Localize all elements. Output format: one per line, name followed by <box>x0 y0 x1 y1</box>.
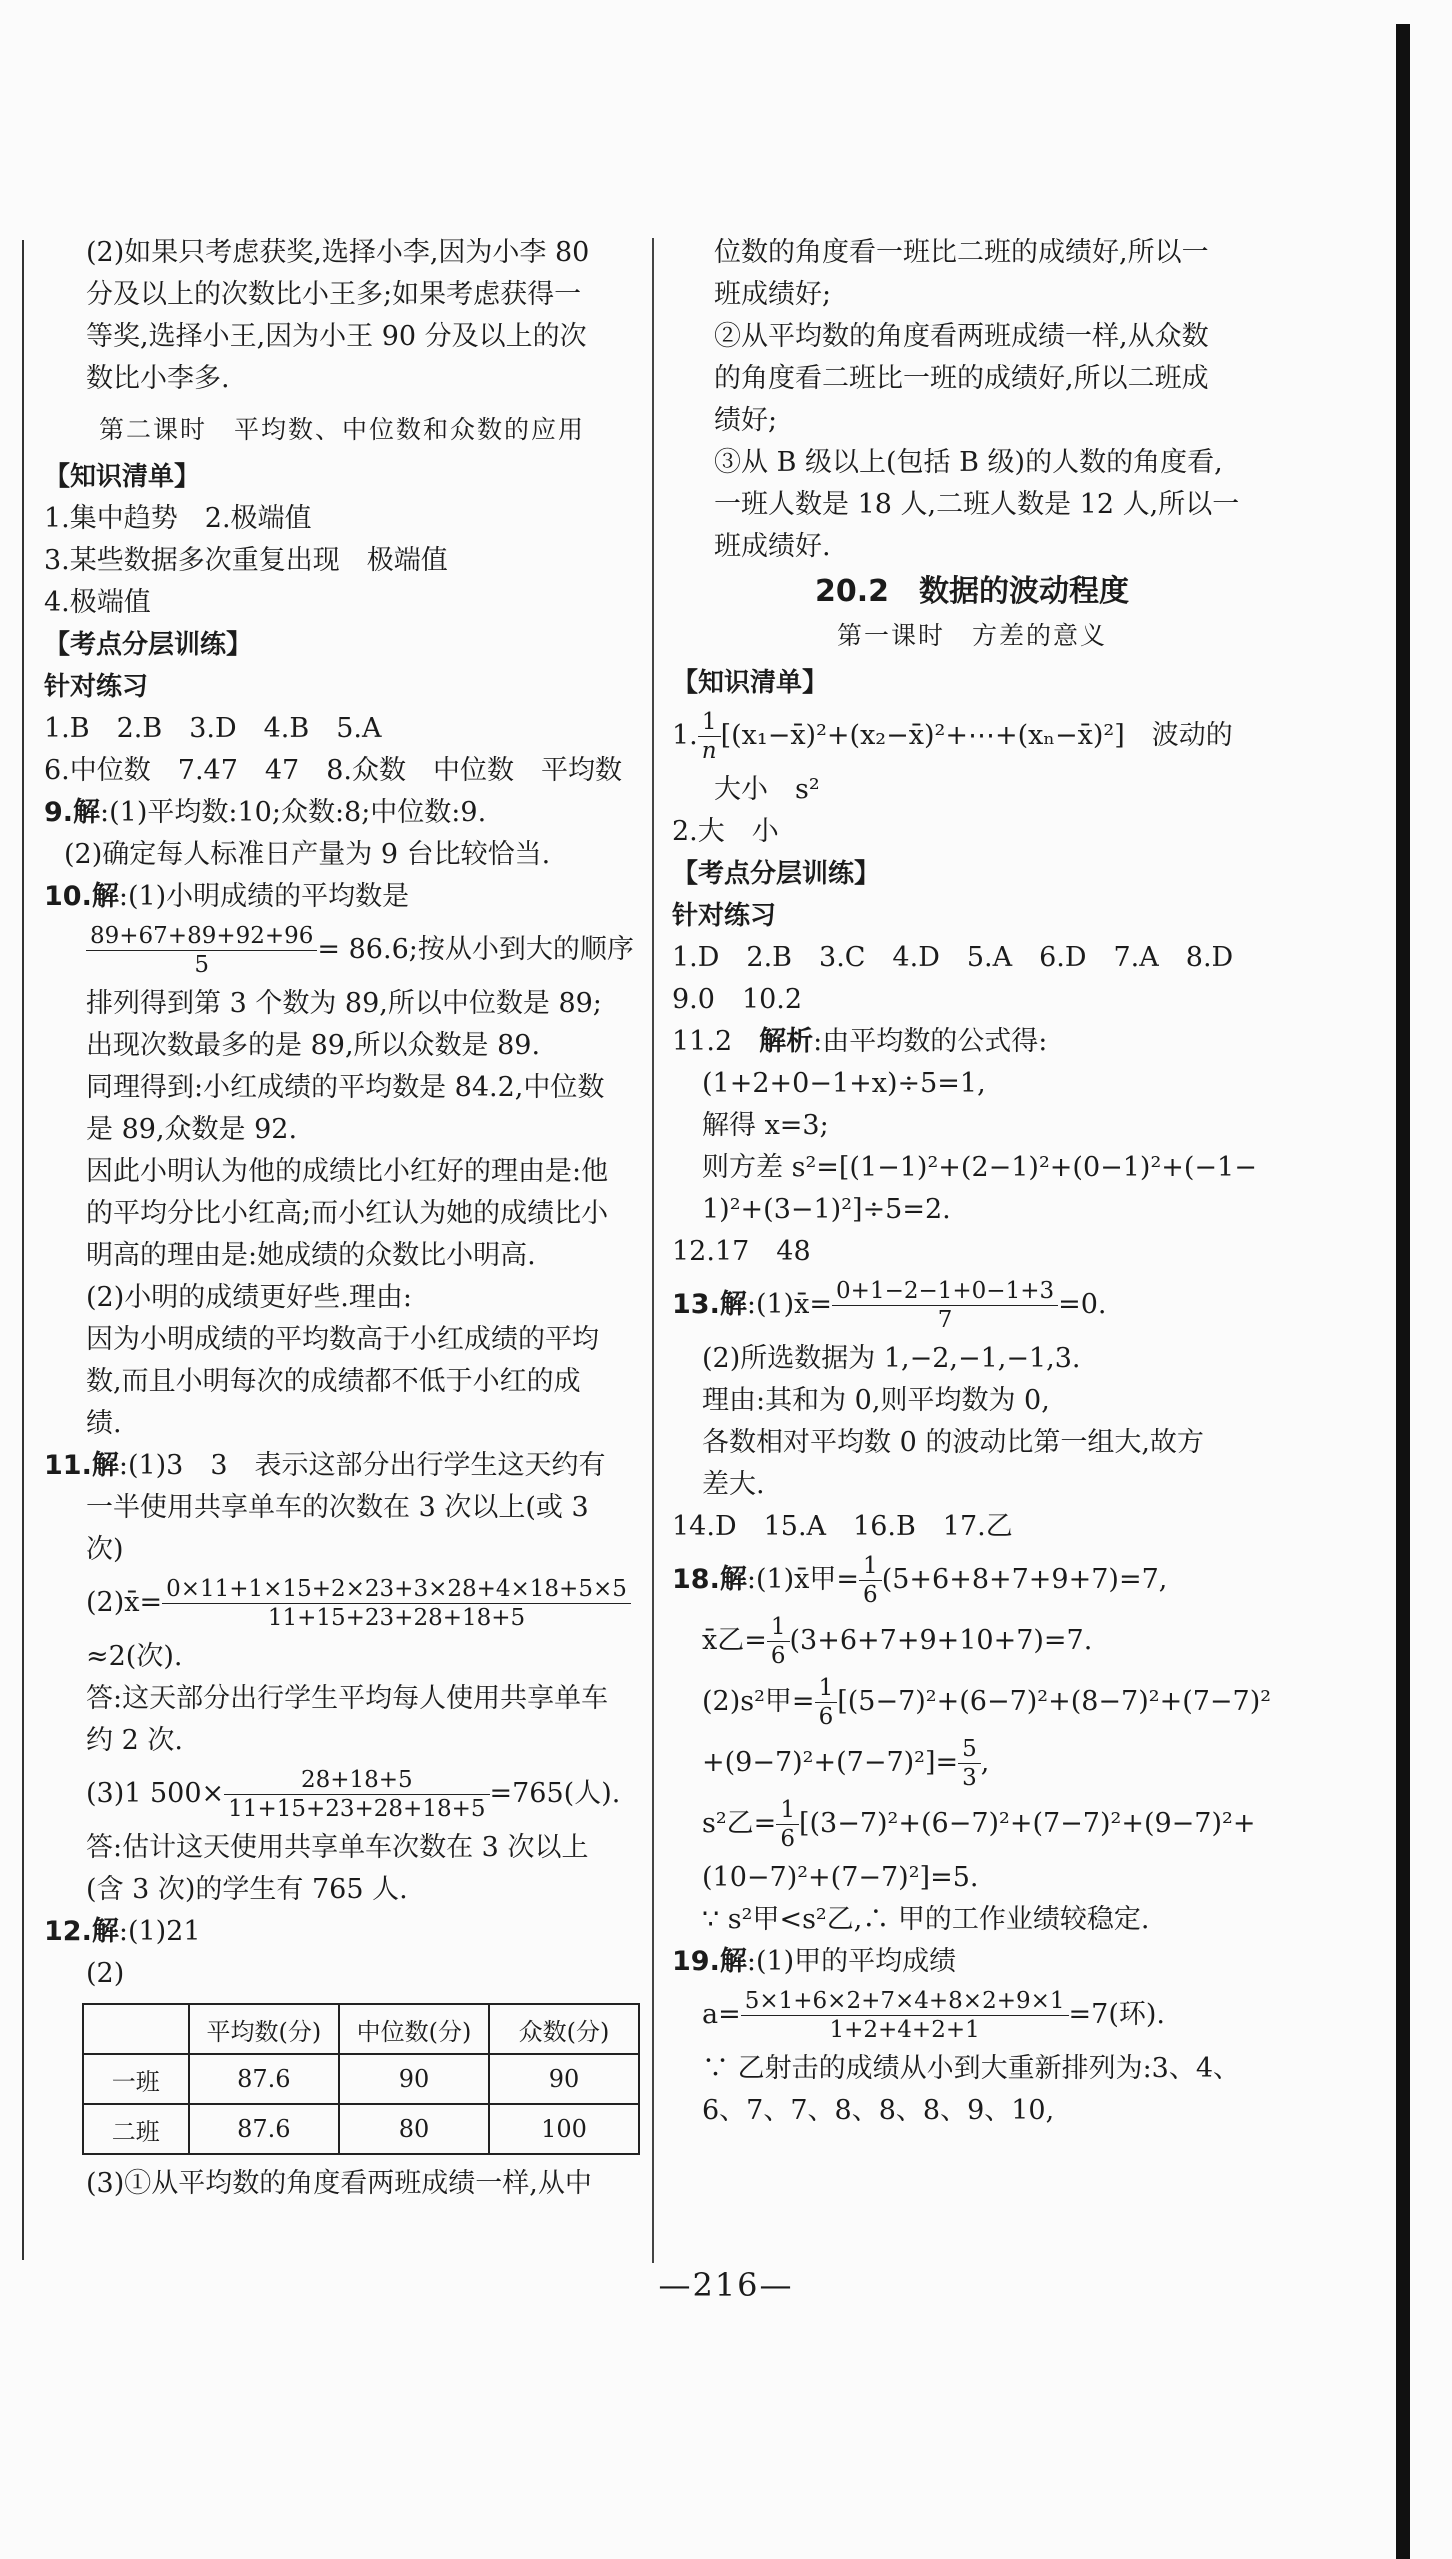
training-heading: 【考点分层训练】 <box>44 630 253 660</box>
denominator: 1+2+4+2+1 <box>829 2017 980 2043</box>
fraction <box>832 1277 1058 1334</box>
text-line: 是 89,众数是 92. <box>86 1114 298 1145</box>
denominator: 7 <box>937 1307 953 1333</box>
question-number: 12.解 <box>44 1916 119 1947</box>
formula-row <box>672 1674 1272 1731</box>
formula-row <box>44 1575 640 1632</box>
formula-row <box>672 1796 1272 1853</box>
question-10 <box>44 876 640 918</box>
text-line: ∵ s²甲<s²乙,∴ 甲的工作业绩较稳定. <box>702 1904 1150 1935</box>
fraction <box>815 1674 838 1731</box>
denominator: 5 <box>194 952 210 978</box>
question-number: 9.解 <box>44 797 101 828</box>
text-line: 一班人数是 18 人,二班人数是 12 人,所以一 <box>714 489 1240 520</box>
text-line: (1+2+0−1+x)÷5=1, <box>702 1068 986 1099</box>
fraction <box>776 1796 799 1853</box>
table-header-cell: 平均数(分) <box>189 2004 340 2054</box>
text-line: 3.某些数据多次重复出现 极端值 <box>44 545 448 576</box>
denominator: 11+15+23+28+18+5 <box>267 1605 526 1631</box>
numerator: 1 <box>776 1796 799 1825</box>
fraction <box>86 922 317 979</box>
text-line: 约 2 次. <box>86 1725 183 1756</box>
text-line: 班成绩好; <box>714 279 832 310</box>
text-line: 答:估计这天使用共享单车次数在 3 次以上 <box>86 1832 589 1863</box>
question-19 <box>672 1941 1272 1983</box>
numerator: 5×1+6×2+7×4+8×2+9×1 <box>741 1987 1069 2016</box>
text: , <box>980 1747 990 1778</box>
fraction <box>859 1552 882 1609</box>
text-line: 绩好; <box>714 405 778 436</box>
table-cell: 90 <box>489 2054 639 2104</box>
text: :(1)甲的平均成绩 <box>746 1946 957 1977</box>
text-line: 各数相对平均数 0 的波动比第一组大,故方 <box>702 1427 1204 1458</box>
text: x̄乙= <box>702 1625 767 1656</box>
text-line: 等奖,选择小王,因为小王 90 分及以上的次 <box>86 321 587 352</box>
text-line: 差大. <box>702 1469 765 1500</box>
table-row <box>83 2054 639 2104</box>
answer-line: 9.0 10.2 <box>672 984 803 1015</box>
fraction <box>224 1766 489 1823</box>
text-line: (2)如果只考虑获奖,选择小李,因为小李 80 <box>86 237 590 268</box>
denominator: 11+15+23+28+18+5 <box>228 1796 486 1822</box>
numerator: 1 <box>698 708 721 737</box>
knowledge-heading: 【知识清单】 <box>44 462 201 492</box>
text-line: 明高的理由是:她成绩的众数比小明高. <box>86 1240 536 1271</box>
page-edge-bar <box>1396 24 1410 2559</box>
text-line: 数,而且小明每次的成绩都不低于小红的成 <box>86 1366 581 1397</box>
text-line: 1.集中趋势 2.极端值 <box>44 503 312 534</box>
section-title: 20.2 数据的波动程度 <box>814 574 1130 609</box>
fraction <box>162 1575 631 1632</box>
fraction <box>741 1987 1069 2044</box>
text-line: (2)小明的成绩更好些.理由: <box>86 1282 412 1313</box>
text: s²乙= <box>702 1808 777 1839</box>
text-line: 则方差 s²=[(1−1)²+(2−1)²+(0−1)²+(−1− <box>702 1152 1257 1183</box>
text-line: 班成绩好. <box>714 531 831 562</box>
text-line: 分及以上的次数比小王多;如果考虑获得一 <box>86 279 582 310</box>
numerator: 89+67+89+92+96 <box>86 922 317 951</box>
text-line: 的角度看二班比一班的成绩好,所以二班成 <box>714 363 1209 394</box>
binding-margin <box>0 240 24 2260</box>
answer-line: 1.D 2.B 3.C 4.D 5.A 6.D 7.A 8.D <box>672 942 1234 973</box>
text: [(5−7)²+(6−7)²+(8−7)²+(7−7)² <box>837 1686 1272 1717</box>
text-line: 4.极端值 <box>44 587 151 618</box>
analysis-label: 解析 <box>759 1026 814 1057</box>
text: :(1)3 3 表示这部分出行学生这天约有 <box>118 1450 606 1481</box>
text-line: (2)所选数据为 1,−2,−1,−1,3. <box>702 1343 1081 1374</box>
text-line: 因为小明成绩的平均数高于小红成绩的平均 <box>86 1324 599 1355</box>
formula-row <box>672 1735 1272 1792</box>
text: 11.2 <box>672 1026 760 1057</box>
fraction <box>698 708 721 765</box>
text: (5+6+8+7+9+7)=7, <box>881 1564 1168 1595</box>
answer-line: 6.中位数 7.47 47 8.众数 中位数 平均数 <box>44 755 622 786</box>
table-row <box>83 2104 639 2154</box>
text-line: 理由:其和为 0,则平均数为 0, <box>702 1385 1050 1416</box>
text-line: 次) <box>86 1534 124 1565</box>
text: = 86.6;按从小到大的顺序 <box>317 934 634 965</box>
text: (2)s²甲= <box>702 1686 815 1717</box>
text: =765(人). <box>489 1778 621 1809</box>
text-line: ∵ 乙射击的成绩从小到大重新排列为:3、4、 <box>702 2053 1241 2084</box>
formula-row <box>672 1613 1272 1670</box>
numerator: 1 <box>767 1613 790 1642</box>
text-line: (2) <box>86 1958 125 1989</box>
text-line: (10−7)²+(7−7)²]=5. <box>702 1862 979 1893</box>
text: a= <box>702 1999 741 2030</box>
question-number: 19.解 <box>672 1946 747 1977</box>
table-header-cell <box>83 2004 189 2054</box>
text-line: (含 3 次)的学生有 765 人. <box>86 1874 408 1905</box>
text: :由平均数的公式得: <box>813 1026 1048 1057</box>
table-cell: 二班 <box>83 2104 189 2154</box>
formula-row <box>672 1987 1272 2044</box>
denominator: n <box>701 738 717 764</box>
page-number: —216— <box>658 2266 794 2304</box>
right-column <box>672 232 1272 2132</box>
numerator: 0+1−2−1+0−1+3 <box>832 1277 1058 1306</box>
text-line: 数比小李多. <box>86 363 230 394</box>
text-line: 答:这天部分出行学生平均每人使用共享单车 <box>86 1683 609 1714</box>
table-cell: 90 <box>339 2054 489 2104</box>
table-cell: 87.6 <box>189 2054 340 2104</box>
denominator: 6 <box>818 1704 834 1730</box>
text: :(1)21 <box>118 1916 201 1947</box>
numerator: 28+18+5 <box>224 1766 489 1795</box>
text-line: 出现次数最多的是 89,所以众数是 89. <box>86 1030 541 1061</box>
question-number: 11.解 <box>44 1450 119 1481</box>
text: :(1)小明成绩的平均数是 <box>118 881 410 912</box>
table-header-row <box>83 2004 639 2054</box>
text-line: 大小 s² <box>714 774 820 805</box>
text: (2)x̄= <box>86 1587 163 1618</box>
text-line: 的平均分比小红高;而小红认为她的成绩比小 <box>86 1198 609 1229</box>
text-line: 位数的角度看一班比二班的成绩好,所以一 <box>714 237 1209 268</box>
text: :(1)x̄甲= <box>746 1564 860 1595</box>
text-line: 一半使用共享单车的次数在 3 次以上(或 3 <box>86 1492 589 1523</box>
formula-row <box>44 922 640 979</box>
text-line: 2.大 小 <box>672 816 779 847</box>
text-line: 同理得到:小红成绩的平均数是 84.2,中位数 <box>86 1072 605 1103</box>
table-header-cell: 中位数(分) <box>339 2004 489 2054</box>
formula-row <box>672 1277 1272 1334</box>
formula-row <box>672 1552 1272 1609</box>
text: :(1)平均数:10;众数:8;中位数:9. <box>100 797 487 828</box>
text-line: 因此小明认为他的成绩比小红好的理由是:他 <box>86 1156 609 1187</box>
table-cell: 一班 <box>83 2054 189 2104</box>
table-header-cell: 众数(分) <box>489 2004 639 2054</box>
question-11 <box>44 1445 640 1487</box>
text-line: 排列得到第 3 个数为 89,所以中位数是 89; <box>86 988 602 1019</box>
formula-row <box>672 708 1272 765</box>
denominator: 3 <box>962 1765 977 1791</box>
fraction <box>958 1735 981 1792</box>
question-number: 13.解 <box>672 1289 747 1320</box>
text: =7(环). <box>1068 1999 1165 2030</box>
text-line: ②从平均数的角度看两班成绩一样,从众数 <box>714 321 1209 352</box>
answer-line: 14.D 15.A 16.B 17.乙 <box>672 1511 1013 1542</box>
formula-row <box>44 1766 640 1823</box>
lesson-title: 第一课时 方差的意义 <box>836 621 1107 650</box>
text: 1. <box>672 720 698 751</box>
numerator: 1 <box>815 1674 838 1703</box>
answer-line: 1.B 2.B 3.D 4.B 5.A <box>44 713 382 744</box>
text: (3)1 500× <box>86 1778 225 1809</box>
text-line: ③从 B 级以上(包括 B 级)的人数的角度看, <box>714 447 1223 478</box>
text-line: 1)²+(3−1)²]÷5=2. <box>702 1194 951 1225</box>
question-number: 18.解 <box>672 1564 747 1595</box>
table-cell: 80 <box>339 2104 489 2154</box>
text: [(3−7)²+(6−7)²+(7−7)²+(9−7)²+ <box>798 1808 1256 1839</box>
text-line: 6、7、7、8、8、8、9、10, <box>702 2095 1055 2126</box>
lesson-title: 第二课时 平均数、中位数和众数的应用 <box>98 415 585 444</box>
answer-line: 12.17 48 <box>672 1236 811 1267</box>
question-number: 10.解 <box>44 881 119 912</box>
text-line: (3)①从平均数的角度看两班成绩一样,从中 <box>86 2168 592 2199</box>
score-table <box>82 2003 640 2155</box>
numerator: 5 <box>958 1735 981 1764</box>
knowledge-heading: 【知识清单】 <box>672 668 829 698</box>
numerator: 1 <box>859 1552 882 1581</box>
text: =0. <box>1058 1289 1107 1320</box>
column-divider <box>652 238 654 2263</box>
practice-heading: 针对练习 <box>44 672 149 702</box>
text: [(x₁−x̄)²+(x₂−x̄)²+⋯+(xₙ−x̄)²] 波动的 <box>720 720 1233 751</box>
text: :(1)x̄= <box>746 1289 833 1320</box>
text: (3+6+7+9+10+7)=7. <box>789 1625 1093 1656</box>
text-line: ≈2(次). <box>86 1641 183 1672</box>
training-heading: 【考点分层训练】 <box>672 859 881 889</box>
text-line: (2)确定每人标准日产量为 9 台比较恰当. <box>64 839 551 870</box>
question-12 <box>44 1911 640 1953</box>
denominator: 6 <box>780 1826 795 1852</box>
denominator: 6 <box>770 1643 786 1669</box>
fraction <box>767 1613 790 1670</box>
left-column <box>44 232 640 2205</box>
question-9 <box>44 792 640 834</box>
text-line: 解得 x=3; <box>702 1110 829 1141</box>
practice-heading: 针对练习 <box>672 901 777 931</box>
text-line: 绩. <box>86 1408 122 1439</box>
table-cell: 100 <box>489 2104 639 2154</box>
denominator: 6 <box>863 1582 878 1608</box>
question-11 <box>672 1021 1272 1063</box>
numerator: 0×11+1×15+2×23+3×28+4×18+5×5 <box>162 1575 631 1604</box>
table-cell: 87.6 <box>189 2104 340 2154</box>
text: +(9−7)²+(7−7)²]= <box>702 1747 959 1778</box>
